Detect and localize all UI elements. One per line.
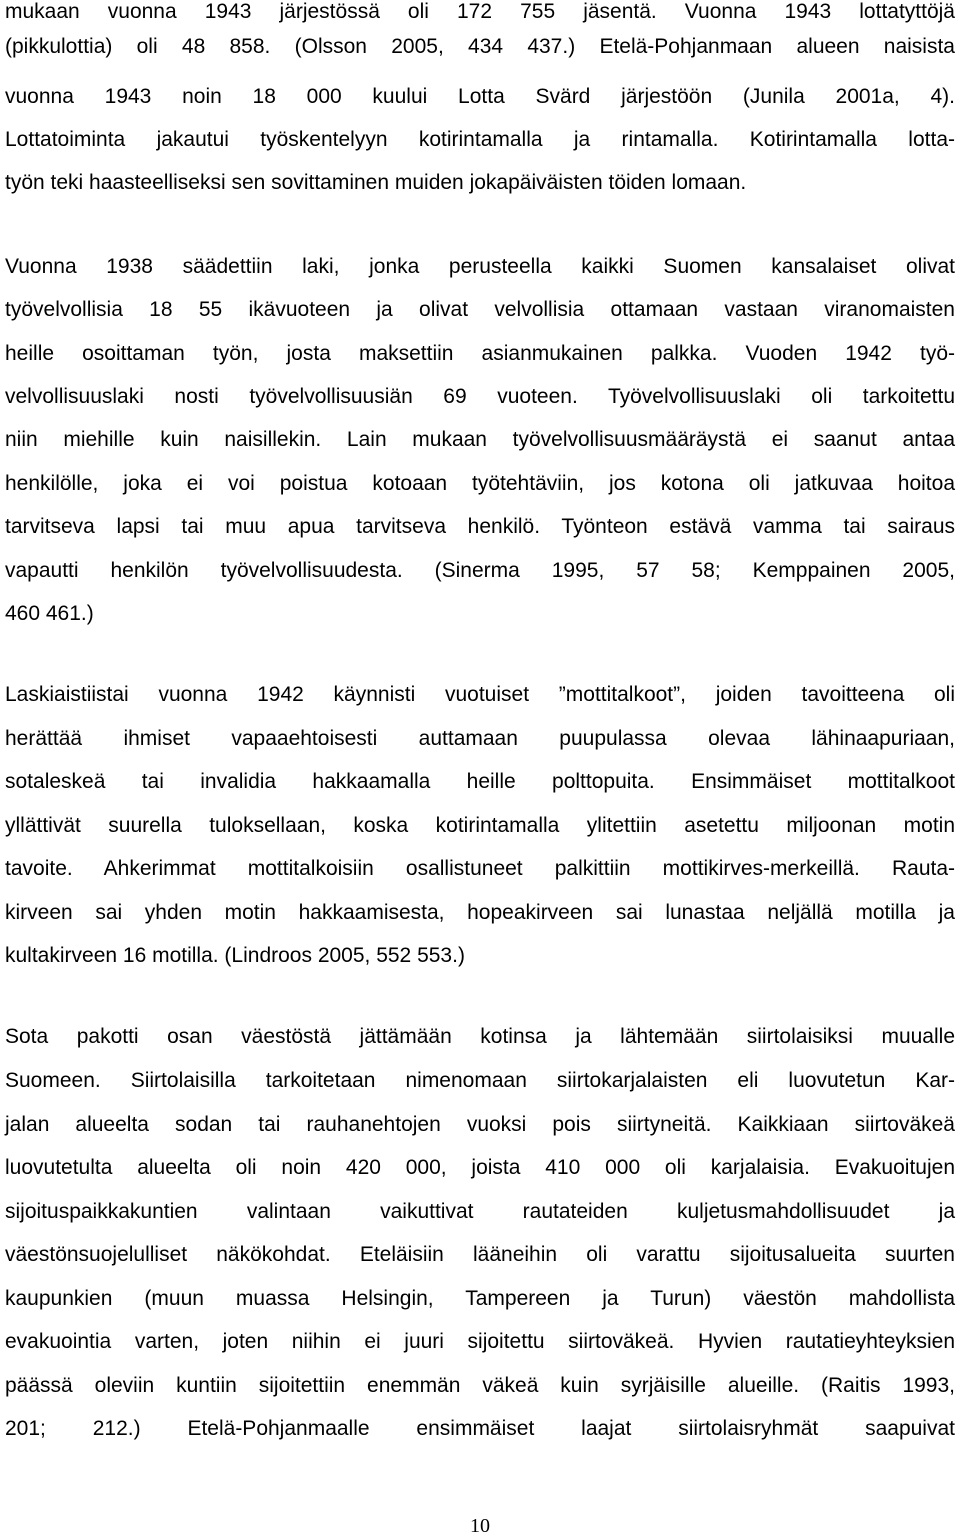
text-line: vuonna 1943 noin 18 000 kuului Lotta Svärd järjestöön (Junila 2001a, 4). bbox=[5, 85, 955, 108]
text-line: velvollisuuslaki nosti työvelvollisuusiän 69 vuoteen. Työvelvollisuuslaki oli tarkoitettu bbox=[5, 385, 955, 408]
text-line: päässä oleviin kuntiin sijoitettiin enemmän väkeä kuin syrjäisille alueille. (Raitis 1993, bbox=[5, 1374, 955, 1397]
text-line: väestönsuojelulliset näkökohdat. Eteläisiin lääneihin oli varattu sijoitusalueita suurten bbox=[5, 1243, 955, 1266]
text-line: Laskiaistiistai vuonna 1942 käynnisti vuotuiset ”mottitalkoot”, joiden tavoitteena oli bbox=[5, 683, 955, 706]
text-line: Vuonna 1938 säädettiin laki, jonka perusteella kaikki Suomen kansalaiset olivat bbox=[5, 255, 955, 278]
text-line: sotaleskeä tai invalidia hakkaamalla heille polttopuita. Ensimmäiset mottitalkoot bbox=[5, 770, 955, 793]
text-line: sijoituspaikkakuntien valintaan vaikuttivat rautateiden kuljetusmahdollisuudet ja bbox=[5, 1200, 955, 1223]
text-line: yllättivät suurella tuloksellaan, koska kotirintamalla ylitettiin asetettu miljoonan motin bbox=[5, 814, 955, 837]
text-line: työn teki haasteelliseksi sen sovittaminen muiden jokapäiväisten töiden lomaan. bbox=[5, 171, 747, 194]
text-line: henkilölle, joka ei voi poistua kotoaan työtehtäviin, jos kotona oli jatkuvaa hoitoa bbox=[5, 472, 955, 495]
text-line: 201; 212.) Etelä-Pohjanmaalle ensimmäiset laajat siirtolaisryhmät saapuivat bbox=[5, 1417, 955, 1440]
text-line: tarvitseva lapsi tai muu apua tarvitseva henkilö. Työnteon estävä vamma tai sairaus bbox=[5, 515, 955, 538]
text-line: mukaan vuonna 1943 järjestössä oli 172 755 jäsentä. Vuonna 1943 lottatyttöjä bbox=[5, 0, 955, 23]
text-line: heille osoittaman työn, josta maksettiin asianmukainen palkka. Vuoden 1942 työ- bbox=[5, 342, 955, 365]
page-number: 10 bbox=[470, 1515, 490, 1537]
text-line: 460 461.) bbox=[5, 602, 94, 625]
text-line: kaupunkien (muun muassa Helsingin, Tampereen ja Turun) väestön mahdollista bbox=[5, 1287, 955, 1310]
text-line: herättää ihmiset vapaaehtoisesti auttamaan puupulassa olevaa lähinaapuriaan, bbox=[5, 727, 955, 750]
text-line: Suomeen. Siirtolaisilla tarkoitetaan nimenomaan siirtokarjalaisten eli luovutetun Kar- bbox=[5, 1069, 955, 1092]
text-line: niin miehille kuin naisillekin. Lain mukaan työvelvollisuusmääräystä ei saanut antaa bbox=[5, 428, 955, 451]
text-line: vapautti henkilön työvelvollisuudesta. (Sinerma 1995, 57 58; Kemppainen 2005, bbox=[5, 559, 955, 582]
text-line: (pikkulottia) oli 48 858. (Olsson 2005, 434 437.) Etelä-Pohjanmaan alueen naisista bbox=[5, 35, 955, 58]
text-line: työvelvollisia 18 55 ikävuoteen ja olivat velvollisia ottamaan vastaan viranomaisten bbox=[5, 298, 955, 321]
text-line: kirveen sai yhden motin hakkaamisesta, hopeakirveen sai lunastaa neljällä motilla ja bbox=[5, 901, 955, 924]
text-line: jalan alueelta sodan tai rauhanehtojen vuoksi pois siirtyneitä. Kaikkiaan siirtoväkeä bbox=[5, 1113, 955, 1136]
text-line: evakuointia varten, joten niihin ei juuri sijoitettu siirtoväkeä. Hyvien rautatieyhteyksien bbox=[5, 1330, 955, 1353]
text-line: Lottatoiminta jakautui työskentelyyn kotirintamalla ja rintamalla. Kotirintamalla lotta- bbox=[5, 128, 955, 151]
text-line: Sota pakotti osan väestöstä jättämään kotinsa ja lähtemään siirtolaisiksi muualle bbox=[5, 1025, 955, 1048]
text-line: kultakirveen 16 motilla. (Lindroos 2005, 552 553.) bbox=[5, 944, 465, 967]
text-line: tavoite. Ahkerimmat mottitalkoisiin osallistuneet palkittiin mottikirves-merkeillä. Rauta- bbox=[5, 857, 955, 880]
text-line: luovutetulta alueelta oli noin 420 000, joista 410 000 oli karjalaisia. Evakuoitujen bbox=[5, 1156, 955, 1179]
